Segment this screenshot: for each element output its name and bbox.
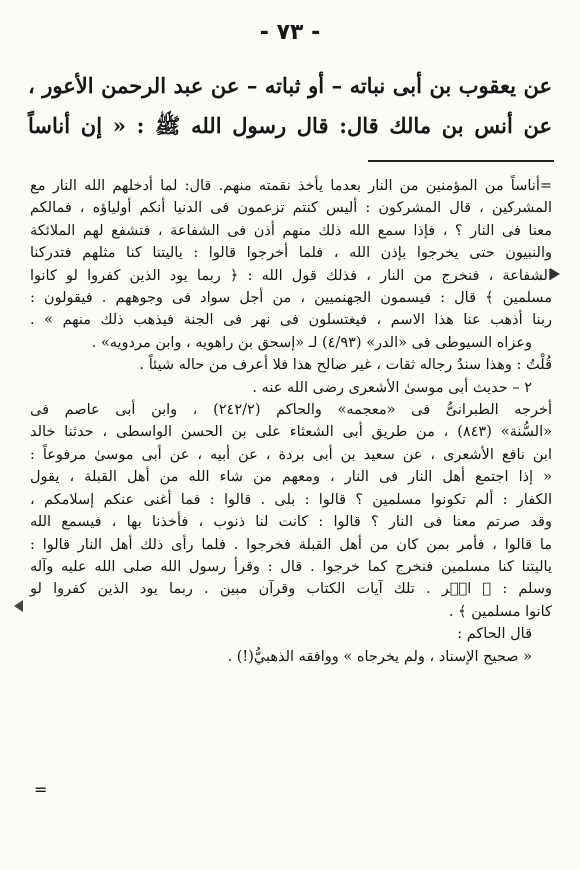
margin-arrow-mark-left [14, 600, 23, 612]
note-line-5: الشفاعة ، فنخرج من النار ، فذلك قول الله : ﴿ ربما يود الذين كفروا لو كانوا [30, 267, 552, 284]
note-line-9: قُلْتُ : وهذا سندٌ رجاله ثقات ، غير صالح هذا فلا أعرف من حاله شيئاً . [139, 357, 552, 374]
note-line-21: قال الحاكم : [457, 626, 532, 643]
note-line-4: والنبيون حتى يخرجوا بإذن الله ، فلما أخرجوا قالوا : ياليتنا كنا مثلهم فتدركنا [30, 245, 552, 262]
main-line-2: عن أنس بن مالك قال: قال رسول الله ﷺ : « إن أناساً [28, 113, 552, 138]
note-line-2: المشركين ، قال المشركون : أليس كنتم تزعمون فى الدنيا أنكم أولياؤه ، فمالكم [30, 200, 552, 217]
margin-arrow-mark [550, 268, 560, 280]
footnote-divider [368, 160, 554, 162]
note-line-15: الكفار : ألم تكونوا مسلمين ؟ قالوا : بلى . قالوا : فما أغنى عنكم إسلامكم ، [30, 491, 552, 508]
note-line-7: ربنا أذهب عنا هذا الاسم ، فيغتسلون فى نهر فى الجنة فيذهب ذلك منهم » . [30, 312, 552, 329]
note-line-16: وقد صرتم معنا فى النار ؟ قالوا : كانت لنا ذنوب ، فأخذنا بها ، فيسمع الله [30, 514, 552, 531]
note-line-3: معنا فى النار ؟ ، فإذا سمع الله ذلك منهم أذن فى الشفاعة ، فتشفع لهم الملائكة [30, 222, 552, 239]
footnotes [30, 175, 552, 668]
note-line-1: =أناساً من المؤمنين من النار بعدما يأخذ نقمته منهم. قال: لما أدخلهم الله النار مع [30, 178, 552, 194]
note-line-19: وسلم : ﴿ الۤر . تلك آيات الكتاب وقرآن مبين . ربما يود الذين كفروا لو [30, 581, 552, 598]
continuation-mark: = [34, 780, 48, 799]
note-line-12: «السُّنة» (٨٤٣) ، من طريق أبى الشعثاء على بن الحسن الواسطى ، حدثنا خالد [30, 424, 552, 441]
note-line-13: ابن نافع الأشعرى ، عن سعيد بن أبى بردة ، عن أبيه ، عن أبى موسىٰ مرفوعاً : [30, 446, 553, 463]
note-line-8: وعزاه السيوطى فى «الدر» (٤/٩٣) لـ «إسحق بن راهويه ، وابن مردويه» . [91, 334, 532, 351]
main-line-1: عن يعقوب بن أبى نباته – أو ثباته – عن عبد الرحمن الأعور ، [28, 73, 552, 98]
note-line-17: ما قالوا ، فأمر بمن كان من أهل القبلة فخرجوا . فلما رأى ذلك أهل النار قالوا : [30, 536, 552, 553]
note-line-18: ياليتنا كنا مسلمين فنخرج كما خرجوا . قال : وقرأ رسول الله صلى الله عليه وآله [30, 558, 552, 575]
note-line-11: أخرجه الطبرانىُّ فى «معجمه» والحاكم (٢٤٢/٢) ، وابن أبى عاصم فى [30, 402, 553, 419]
note-line-6: مسلمين ﴾ قال : فيسمون الجهنميين ، من أجل سواد فى وجوههم . فيقولون : [30, 290, 552, 307]
section-heading-abu-musa: ٢ – حديث أبى موسىٰ الأشعرى رضى الله عنه . [252, 379, 532, 396]
note-line-22: « صحيح الإسناد ، ولم يخرجاه » ووافقه الذهبيُّ(!) . [227, 648, 532, 665]
main-text [28, 66, 552, 146]
note-line-14: « إذا اجتمع أهل النار فى النار ، ومعهم من شاء الله من أهل القبلة ، يقول [30, 469, 552, 486]
note-line-20: كانوا مسلمين ﴾ . [448, 603, 552, 620]
page-number: - ٧٣ - [259, 20, 321, 45]
